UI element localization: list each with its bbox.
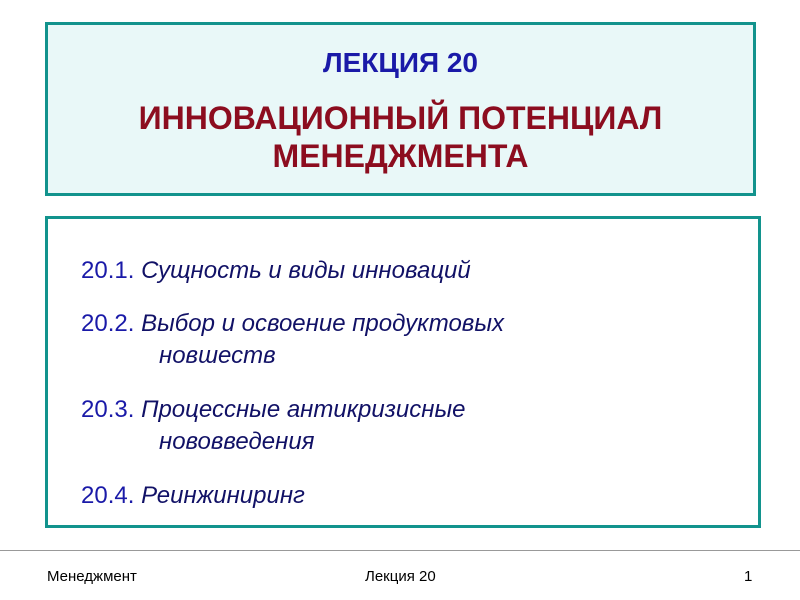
main-title-line-2: МЕНЕДЖМЕНТА (272, 138, 529, 174)
topic-text: Процессные антикризисные (141, 396, 466, 423)
main-title-line-1: ИННОВАЦИОННЫЙ ПОТЕНЦИАЛ (138, 100, 663, 136)
footer-page-number: 1 (744, 568, 753, 585)
topic-number: 20.4. (81, 482, 135, 509)
topic-text-continuation: новшеств (159, 342, 276, 369)
topic-item-3 (81, 394, 465, 458)
title-box (45, 22, 756, 196)
topic-text: Сущность и виды инноваций (141, 257, 471, 284)
topic-text: Выбор и освоение продуктовых (141, 310, 504, 337)
footer-lecture: Лекция 20 (365, 568, 436, 585)
footer-course: Менеджмент (47, 568, 137, 585)
topic-item-1 (81, 255, 471, 287)
topic-item-4 (81, 480, 305, 512)
topic-text-continuation: нововведения (159, 428, 315, 455)
topic-item-2 (81, 308, 504, 372)
lecture-label: ЛЕКЦИЯ 20 (322, 47, 479, 78)
topics-box (45, 216, 761, 528)
footer-divider (0, 550, 800, 551)
topic-text: Реинжиниринг (141, 482, 305, 509)
topic-number: 20.2. (81, 310, 135, 337)
main-title (48, 99, 753, 175)
topic-number: 20.3. (81, 396, 135, 423)
topic-number: 20.1. (81, 257, 135, 284)
